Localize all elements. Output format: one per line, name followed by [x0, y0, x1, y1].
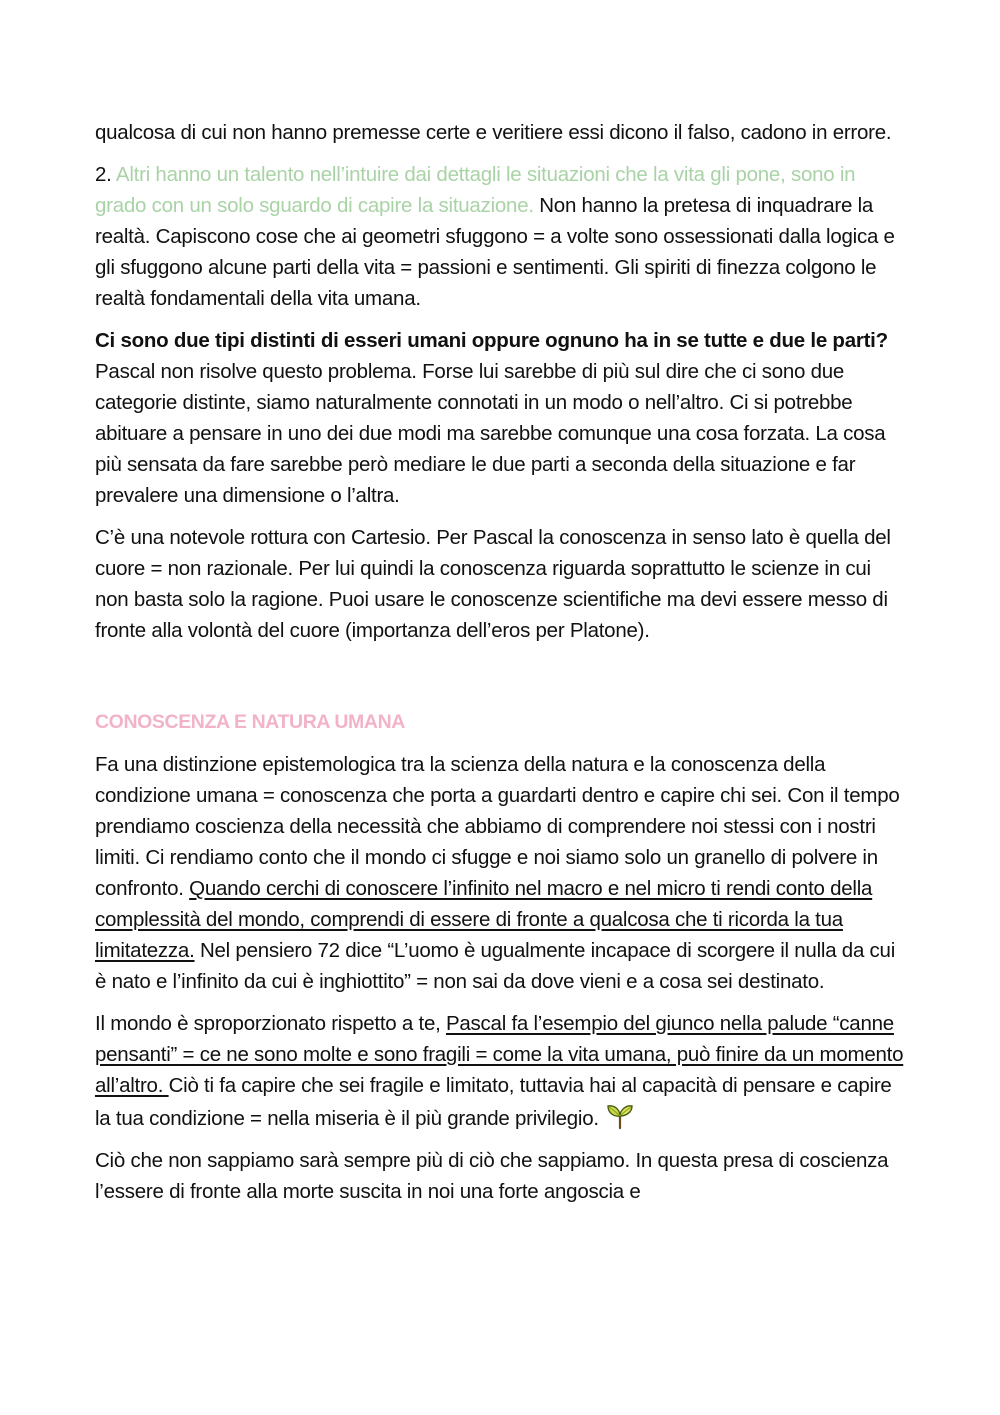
highlighted-text: Altri hanno un talento nell’intuire dai dettagli le situazioni che la vita gli pone, sono in grado con un solo sguardo di capire la situazione. [95, 163, 856, 217]
underlined-text: Quando cerchi di conoscere l’infinito nel macro e nel micro ti rendi conto della complessità del mondo, comprendi di essere di fronte a qualcosa che ti ricorda la tua limitatezza. [95, 877, 873, 962]
paragraph-3 [95, 325, 908, 511]
section-heading: CONOSCENZA E NATURA UMANA [95, 711, 405, 733]
paragraph-7: Ciò che non sappiamo sarà sempre più di ciò che sappiamo. In questa presa di coscienza l’essere di fronte alla morte suscita in noi una forte angoscia e [95, 1149, 889, 1203]
paragraph-6-end: Ciò ti fa capire che sei fragile e limitato, tuttavia hai al capacità di pensare e capire la tua condizione = nella miseria è il più grande privilegio. [95, 1074, 892, 1130]
list-number: 2. [95, 163, 116, 186]
paragraph-3-rest: Pascal non risolve questo problema. Forse lui sarebbe di più sul dire che ci sono due categorie distinte, siamo naturalmente connotati in un modo o nell’altro. Ci si potrebbe abituare a pensare in uno dei due modi ma sarebbe comunque una cosa forzata. La cosa più sensata da fare sarebbe però mediare le due parti a seconda della situazione e far prevalere una dimensione o l’altra. [95, 360, 886, 507]
paragraph-4: C’è una notevole rottura con Cartesio. Per Pascal la conoscenza in senso lato è quella del cuore = non razionale. Per lui quindi la conoscenza riguarda soprattutto le scienze in cui non basta solo la ragione. Puoi usare le conoscenze scientifiche ma devi essere messo di fronte alla volontà del cuore (importanza dell’eros per Platone). [95, 526, 891, 642]
paragraph-2-rest: Non hanno la pretesa di inquadrare la realtà. Capiscono cose che ai geometri sfuggono = a volte sono ossessionati dalla logica e gli sfuggono alcune parti della vita = passioni e sentimenti. Gli spiriti di finezza colgono le realtà fondamentali della vita umana. [95, 194, 895, 310]
paragraph-5-end: Nel pensiero 72 dice “L’uomo è ugualmente incapace di scorgere il nulla da cui è nato e l’infinito da cui è inghiottito” = non sai da dove vieni e a cosa sei destinato. [95, 939, 895, 993]
paragraph-5 [95, 749, 908, 997]
underlined-text: Pascal fa l’esempio del giunco nella palude “canne pensanti” = ce ne sono molte e sono fragili = come la vita umana, può finire da un momento all’altro. [95, 1012, 904, 1097]
seedling-icon [605, 1101, 635, 1131]
paragraph-6-start: Il mondo è sproporzionato rispetto a te, [95, 1012, 446, 1035]
paragraph-5-start: Fa una distinzione epistemologica tra la scienza della natura e la conoscenza della condizione umana = conoscenza che porta a guardarti dentro e capire chi sei. Con il tempo prendiamo coscienza della necessità che abbiamo di comprendere noi stessi con i nostri limiti. Ci rendiamo conto che il mondo ci sfugge e noi siamo solo un granello di polvere in confronto. [95, 753, 900, 900]
paragraph-1: qualcosa di cui non hanno premesse certe e veritiere essi dicono il falso, cadono in errore. [95, 121, 892, 144]
paragraph-6 [95, 1008, 908, 1134]
paragraph-2 [95, 159, 908, 314]
bold-question: Ci sono due tipi distinti di esseri umani oppure ognuno ha in se tutte e due le parti? [95, 329, 888, 352]
